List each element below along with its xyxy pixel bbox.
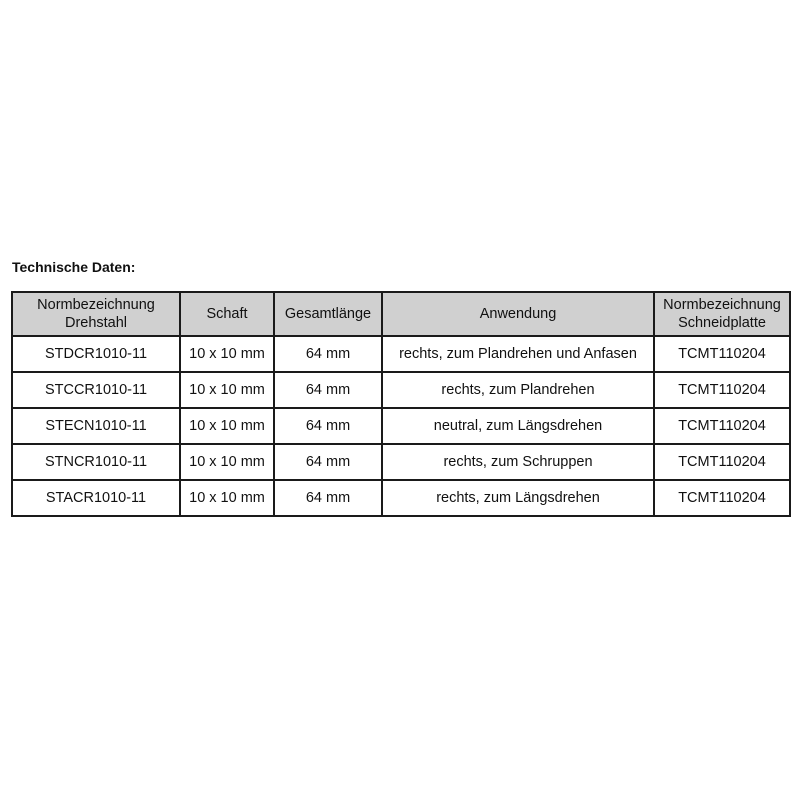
header-line: Drehstahl: [64, 315, 128, 331]
header-schaft: [180, 292, 274, 336]
cell-drehstahl: STACR1010-11: [12, 480, 180, 516]
table-header-row: [12, 292, 790, 336]
section-heading: Technische Daten:: [12, 259, 136, 275]
cell-schaft: 10 x 10 mm: [180, 336, 274, 372]
header-line: Schneidplatte: [678, 315, 766, 331]
table-row: [12, 480, 790, 516]
cell-schneidplatte: TCMT110204: [654, 444, 790, 480]
cell-drehstahl: STNCR1010-11: [12, 444, 180, 480]
cell-drehstahl: STDCR1010-11: [12, 336, 180, 372]
cell-anwendung: rechts, zum Plandrehen: [382, 372, 654, 408]
header-anwendung: [382, 292, 654, 336]
header-gesamtlaenge: [274, 292, 382, 336]
cell-gesamtlaenge: 64 mm: [274, 336, 382, 372]
cell-schneidplatte: TCMT110204: [654, 372, 790, 408]
cell-drehstahl: STECN1010-11: [12, 408, 180, 444]
header-line: Schaft: [206, 306, 248, 322]
cell-schaft: 10 x 10 mm: [180, 408, 274, 444]
table-row: [12, 372, 790, 408]
cell-anwendung: rechts, zum Plandrehen und Anfasen: [382, 336, 654, 372]
table-row: [12, 336, 790, 372]
cell-schaft: 10 x 10 mm: [180, 480, 274, 516]
cell-gesamtlaenge: 64 mm: [274, 480, 382, 516]
cell-gesamtlaenge: 64 mm: [274, 444, 382, 480]
cell-schaft: 10 x 10 mm: [180, 372, 274, 408]
header-line: Anwendung: [479, 306, 557, 322]
cell-schneidplatte: TCMT110204: [654, 480, 790, 516]
cell-anwendung: rechts, zum Längsdrehen: [382, 480, 654, 516]
header-normbezeichnung-schneidplatte: [654, 292, 790, 336]
header-line: Normbezeichnung: [37, 297, 155, 313]
cell-schaft: 10 x 10 mm: [180, 444, 274, 480]
table-row: [12, 444, 790, 480]
cell-anwendung: rechts, zum Schruppen: [382, 444, 654, 480]
cell-drehstahl: STCCR1010-11: [12, 372, 180, 408]
cell-schneidplatte: TCMT110204: [654, 336, 790, 372]
table-row: [12, 408, 790, 444]
cell-anwendung: neutral, zum Längsdrehen: [382, 408, 654, 444]
cell-schneidplatte: TCMT110204: [654, 408, 790, 444]
header-line: Normbezeichnung: [663, 297, 781, 313]
cell-gesamtlaenge: 64 mm: [274, 408, 382, 444]
cell-gesamtlaenge: 64 mm: [274, 372, 382, 408]
technical-data-table: [11, 291, 791, 517]
header-normbezeichnung-drehstahl: [12, 292, 180, 336]
header-line: Gesamtlänge: [284, 306, 372, 322]
